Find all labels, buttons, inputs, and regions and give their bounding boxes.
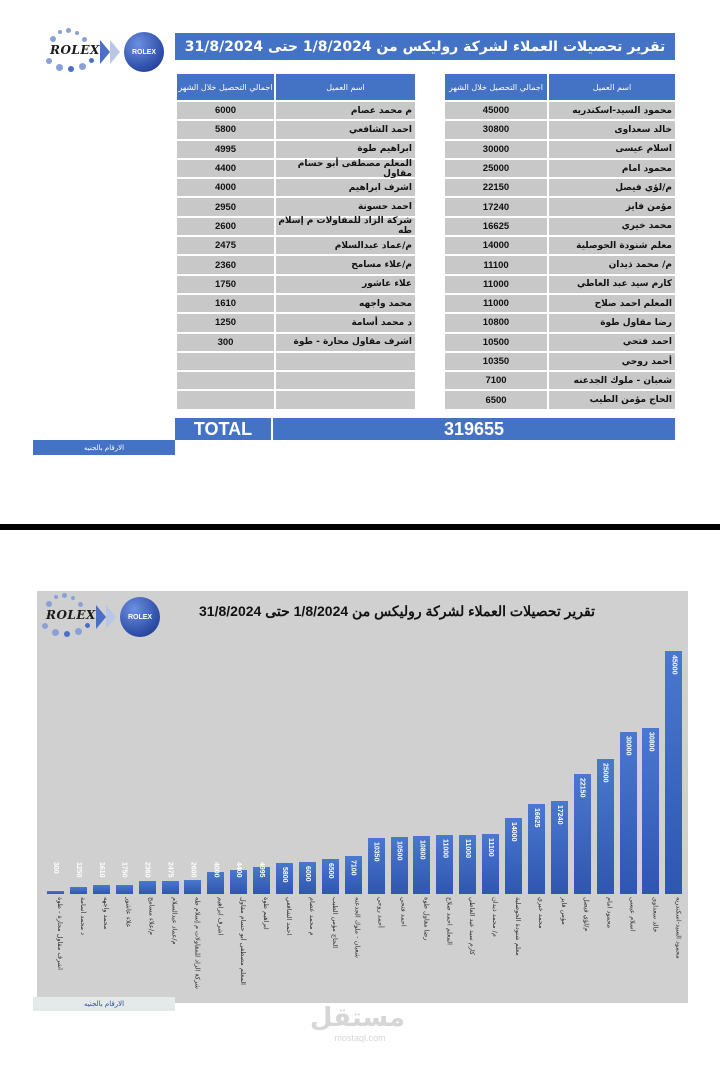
x-axis-tick-label: محمود امام <box>605 897 614 929</box>
bar-value-label: 10350 <box>372 842 380 862</box>
customer-name-cell: احمد فتحي <box>547 334 675 351</box>
customer-name-cell: م/علاء مسامح <box>274 256 415 273</box>
customer-name-cell: الحاج مؤمن الطيب <box>547 391 675 408</box>
monthly-total-cell: 4400 <box>177 160 274 177</box>
x-axis-tick-label: شركة الزاد للمقاولات م إسلام طه <box>193 897 202 989</box>
rolex-logo <box>44 28 164 76</box>
bar-value-label: 14000 <box>510 822 517 842</box>
customer-name-cell: اشرف ابراهيم <box>274 179 415 196</box>
x-axis-tick-label: م/علاء مسامح <box>147 897 156 936</box>
customer-name-cell: اسلام عيسى <box>547 141 675 158</box>
bar-value-label: 4000 <box>212 862 220 878</box>
customers-table-left <box>177 74 415 409</box>
chart-bar <box>413 836 430 894</box>
column-header-monthly-total: اجمالي التحصيل خلال الشهر <box>177 74 274 100</box>
monthly-total-cell: 14000 <box>445 237 547 254</box>
chart-bar <box>253 862 270 894</box>
table-row <box>445 254 675 273</box>
logo-ball: ROLEX <box>120 597 160 637</box>
table-row <box>177 177 415 196</box>
chart-bar <box>276 863 293 894</box>
chart-bar <box>597 759 614 894</box>
table-row <box>445 293 675 312</box>
table-row <box>445 235 675 254</box>
monthly-total-cell: 17240 <box>445 198 547 215</box>
table-row <box>177 158 415 177</box>
chevron-right-icon <box>106 605 116 629</box>
chart-bar <box>70 862 87 894</box>
bar-value-label: 6500 <box>326 862 334 879</box>
customer-name-cell: م/ محمد ذيدان <box>547 256 675 273</box>
monthly-total-cell: 1610 <box>177 295 274 312</box>
bar-value-label: 6000 <box>303 865 311 882</box>
column-header-monthly-total: اجمالي التحصيل خلال الشهر <box>445 74 547 100</box>
watermark-arabic: مستقل <box>309 1003 405 1033</box>
x-axis-tick-label: الحاج مؤمن الطيب <box>330 897 339 949</box>
collections-chart <box>37 591 688 1003</box>
x-axis-tick-label: معلم شنودة الحوصلية <box>514 897 522 956</box>
customer-name-cell <box>274 372 415 389</box>
table-row <box>445 158 675 177</box>
customer-name-cell: د محمد أسامة <box>274 314 415 331</box>
monthly-total-cell: 2600 <box>177 218 274 235</box>
chart-bar <box>482 834 499 894</box>
bar-value-label: 1250 <box>74 862 82 878</box>
chevron-right-icon <box>100 40 110 64</box>
currency-note: الارقام بالجنيه <box>33 440 175 455</box>
monthly-total-cell <box>177 372 274 389</box>
chart-bar <box>642 728 659 894</box>
chart-bar <box>368 838 385 894</box>
chart-currency-note: الارقام بالجنيه <box>33 997 175 1011</box>
bar-value-label: 10500 <box>395 841 403 861</box>
customer-name-cell <box>274 391 415 408</box>
section-divider <box>0 524 720 530</box>
bar-value-label: 30800 <box>647 731 655 752</box>
chart-bar <box>322 859 339 894</box>
monthly-total-cell: 2950 <box>177 198 274 215</box>
bar-value-label: 4400 <box>235 862 243 878</box>
chart-bar <box>574 774 591 894</box>
chart-plot-area <box>47 651 687 894</box>
customer-name-cell: المعلم احمد صلاح <box>547 295 675 312</box>
chart-bar <box>505 818 522 894</box>
x-axis-tick-label: اسلام عيسى <box>628 897 637 932</box>
bar-value-label: 4995 <box>258 862 266 878</box>
x-axis-tick-label: م/عماد عبدالسلام <box>170 897 179 945</box>
bar-value-label: 22150 <box>578 778 586 798</box>
chart-bar <box>436 835 453 894</box>
table-row <box>177 370 415 389</box>
bar-value-label: 11000 <box>441 838 449 858</box>
x-axis-tick-label: المعلم احمد صلاح <box>445 897 454 945</box>
customer-name-cell: اشرف مقاول محارة - طوة <box>274 334 415 351</box>
x-axis-tick-label: علاء عاشور <box>124 897 133 928</box>
bar-value-label: 10800 <box>418 839 426 860</box>
chart-bar <box>391 837 408 894</box>
bar-value-label: 16625 <box>532 808 540 828</box>
chart-bar <box>47 862 64 894</box>
bar-value-label: 5800 <box>281 866 288 883</box>
customer-name-cell: محمد خيري <box>547 218 675 235</box>
monthly-total-cell: 1250 <box>177 314 274 331</box>
table-row <box>177 332 415 351</box>
customer-name-cell: م/لؤي فيصل <box>547 179 675 196</box>
x-axis-tick-label: اشرف ابراهيم <box>216 897 225 936</box>
monthly-total-cell: 10350 <box>445 353 547 370</box>
customer-name-cell: مؤمن فايز <box>547 198 675 215</box>
x-axis-tick-label: م محمد عصام <box>307 897 316 936</box>
x-axis-tick-label: محمد واجهه <box>101 897 110 930</box>
table-row <box>445 100 675 119</box>
chart-bar <box>184 862 201 894</box>
chart-bar <box>162 862 179 894</box>
bar-value-label: 7100 <box>349 859 357 876</box>
customer-name-cell: م محمد عصام <box>274 102 415 119</box>
customer-name-cell: محمود امام <box>547 160 675 177</box>
column-header-customer-name: اسم العميل <box>547 74 675 100</box>
table-row <box>445 332 675 351</box>
monthly-total-cell: 2475 <box>177 237 274 254</box>
monthly-total-cell: 11000 <box>445 295 547 312</box>
chart-bar <box>528 804 545 894</box>
table-row <box>177 274 415 293</box>
monthly-total-cell: 5800 <box>177 121 274 138</box>
chart-bar <box>93 862 110 894</box>
table-row <box>177 196 415 215</box>
monthly-total-cell: 10800 <box>445 314 547 331</box>
customer-name-cell: احمد حسونة <box>274 198 415 215</box>
chart-bar <box>299 862 316 894</box>
table-row <box>445 389 675 408</box>
customer-name-cell: معلم شنودة الحوصلية <box>547 237 675 254</box>
customer-name-cell: شعبان - ملوك الجدعنه <box>547 372 675 389</box>
x-axis-tick-label: د محمد أسامة <box>78 897 87 936</box>
bar-value-label: 1610 <box>97 862 105 878</box>
rolex-logo <box>40 593 160 641</box>
logo-wordmark: ROLEX <box>50 43 100 57</box>
customer-name-cell: شركة الزاد للمقاولات م إسلام طه <box>274 218 415 235</box>
chart-bar <box>459 835 476 894</box>
monthly-total-cell: 6500 <box>445 391 547 408</box>
customer-name-cell: ابراهيم طوة <box>274 141 415 158</box>
table-row <box>177 139 415 158</box>
x-axis-tick-label: خالد سعداوى <box>651 897 660 933</box>
monthly-total-cell: 10500 <box>445 334 547 351</box>
customer-name-cell: كارم سيد عبد العاطي <box>547 276 675 293</box>
x-axis-tick-label: محمود السيد-اسكندريه <box>674 897 683 959</box>
customer-name-cell: م/عماد عبدالسلام <box>274 237 415 254</box>
table-row <box>445 370 675 389</box>
chart-bar <box>620 732 637 894</box>
table-row <box>177 351 415 370</box>
table-row <box>445 196 675 215</box>
table-row <box>445 216 675 235</box>
bar-value-label: 1750 <box>120 862 128 878</box>
bar-value-label: 11000 <box>464 838 472 858</box>
table-row <box>177 389 415 408</box>
logo-ball: ROLEX <box>124 32 164 72</box>
monthly-total-cell: 6000 <box>177 102 274 119</box>
monthly-total-cell: 4995 <box>177 141 274 158</box>
table-row <box>177 254 415 273</box>
table-row <box>445 119 675 138</box>
monthly-total-cell: 7100 <box>445 372 547 389</box>
x-axis-tick-label: شعبان - ملوك الجدعنه <box>353 897 362 958</box>
mostaql-watermark <box>309 1003 405 1048</box>
table-row <box>445 274 675 293</box>
chart-bar <box>230 862 247 894</box>
x-axis-tick-label: احمد الشافعي <box>285 897 293 936</box>
x-axis-tick-label: محمد خيري <box>536 897 545 929</box>
bar-value-label: 25000 <box>601 763 609 783</box>
monthly-total-cell: 30800 <box>445 121 547 138</box>
monthly-total-cell: 300 <box>177 334 274 351</box>
table-row <box>177 293 415 312</box>
table-row <box>177 235 415 254</box>
customers-table-right <box>445 74 675 409</box>
bar-value-label: 2360 <box>143 862 151 878</box>
monthly-total-cell: 1750 <box>177 276 274 293</box>
total-value: 319655 <box>273 418 675 440</box>
x-axis-tick-label: مؤمن فايز <box>559 897 568 925</box>
monthly-total-cell: 25000 <box>445 160 547 177</box>
chart-x-axis-labels <box>47 897 687 997</box>
chart-title: تقرير تحصيلات العملاء لشركة روليكس من 1/8/2024 حتى 31/8/2024 <box>199 603 595 619</box>
bar-value-label: 2475 <box>166 862 174 878</box>
watermark-latin: mostaql.com <box>334 1033 386 1043</box>
customer-name-cell: رضا مقاول طوة <box>547 314 675 331</box>
x-axis-tick-label: المعلم مصطفى أبو حسام مقاول <box>239 897 248 985</box>
total-row <box>175 418 675 440</box>
x-axis-tick-label: احمد فتحي <box>399 897 408 927</box>
monthly-total-cell: 30000 <box>445 141 547 158</box>
report-title-banner: تقرير تحصيلات العملاء لشركة روليكس من 1/8/2024 حتى 31/8/2024 <box>175 33 675 60</box>
table-row <box>177 312 415 331</box>
bar-value-label: 45000 <box>670 655 678 675</box>
customer-name-cell: علاء عاشور <box>274 276 415 293</box>
monthly-total-cell: 2360 <box>177 256 274 273</box>
table-row <box>445 177 675 196</box>
monthly-total-cell: 16625 <box>445 218 547 235</box>
x-axis-tick-label: م/ محمد ذيدان <box>491 897 500 937</box>
customer-name-cell: خالد سعداوى <box>547 121 675 138</box>
bar-value-label: 300 <box>52 862 59 874</box>
customer-name-cell: محمود السيد-اسكندريه <box>547 102 675 119</box>
x-axis-tick-label: ابراهيم طوة <box>262 897 271 930</box>
monthly-total-cell: 45000 <box>445 102 547 119</box>
chevron-right-icon <box>110 40 120 64</box>
bar-value-label: 2600 <box>189 862 197 878</box>
customer-name-cell: أحمد روحي <box>547 353 675 370</box>
table-row <box>177 119 415 138</box>
logo-wordmark: ROLEX <box>46 608 96 622</box>
chart-bar <box>116 862 133 894</box>
customer-name-cell: المعلم مصطفى أبو حسام مقاول <box>274 160 415 177</box>
total-label: TOTAL <box>175 418 273 440</box>
bar-value-label: 11100 <box>487 838 495 857</box>
monthly-total-cell: 4000 <box>177 179 274 196</box>
chart-bar <box>345 856 362 894</box>
monthly-total-cell: 11100 <box>445 256 547 273</box>
column-header-customer-name: اسم العميل <box>274 74 415 100</box>
monthly-total-cell <box>177 353 274 370</box>
table-row <box>177 216 415 235</box>
monthly-total-cell: 11000 <box>445 276 547 293</box>
table-row <box>445 351 675 370</box>
bar-value-label: 30000 <box>624 736 632 756</box>
table-row <box>445 139 675 158</box>
x-axis-tick-label: م/لؤي فيصل <box>582 897 591 932</box>
customer-name-cell: احمد الشافعي <box>274 121 415 138</box>
chart-bar <box>139 862 156 894</box>
table-row <box>445 312 675 331</box>
table-row <box>177 100 415 119</box>
chart-bar <box>665 651 682 894</box>
x-axis-tick-label: أحمد روحي <box>376 897 385 928</box>
customer-name-cell: محمد واجهه <box>274 295 415 312</box>
chart-bar <box>551 801 568 894</box>
bar-value-label: 17240 <box>555 804 563 825</box>
x-axis-tick-label: كارم سيد عبد العاطي <box>468 897 477 956</box>
chevron-right-icon <box>96 605 106 629</box>
chart-bar <box>207 862 224 894</box>
x-axis-tick-label: رضا مقاول طوة <box>422 897 431 941</box>
monthly-total-cell <box>177 391 274 408</box>
monthly-total-cell: 22150 <box>445 179 547 196</box>
customer-name-cell <box>274 353 415 370</box>
x-axis-tick-label: اشرف مقاول محارة - طوة <box>56 897 64 970</box>
